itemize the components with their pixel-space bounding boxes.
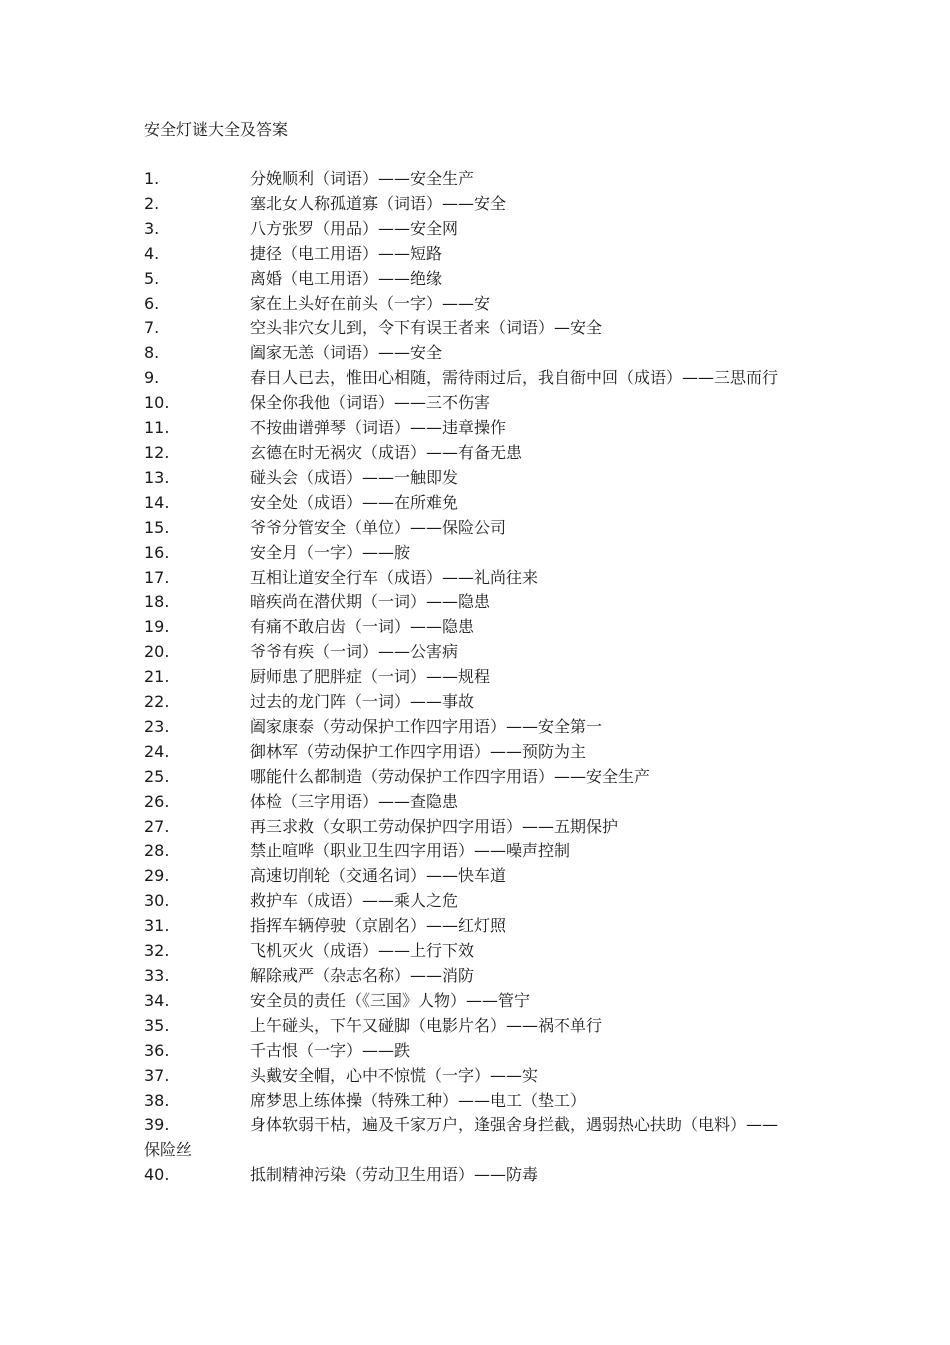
riddle-number: 14. (144, 492, 170, 512)
riddle-text: 八方张罗（用品）——安全网 (250, 218, 459, 238)
riddle-text: 救护车（成语）——乘人之危 (250, 891, 459, 911)
riddle-text: 捷径（电工用语）——短路 (250, 243, 443, 263)
list-item (144, 989, 784, 1014)
riddle-text: 抵制精神污染（劳动卫生用语）——防毒 (250, 1165, 539, 1185)
riddle-text: 塞北女人称孤道寡（词语）——安全 (250, 193, 507, 213)
riddle-text: 家在上头好在前头（一字）——安 (250, 293, 491, 313)
riddle-number: 32. (144, 941, 170, 961)
list-item (144, 541, 784, 566)
riddle-text: 千古恨（一字）——跌 (250, 1040, 411, 1060)
list-item (144, 1064, 784, 1089)
list-item (144, 889, 784, 914)
riddle-number: 35. (144, 1015, 170, 1035)
list-item (144, 964, 784, 989)
riddle-number: 17. (144, 567, 170, 587)
riddle-text: 头戴安全帽，心中不惊慌（一字）——实 (250, 1065, 539, 1085)
list-item (144, 864, 784, 889)
riddle-text: 上午碰头，下午又碰脚（电影片名）——祸不单行 (250, 1015, 603, 1035)
list-item (144, 1163, 784, 1188)
list-item (144, 416, 784, 441)
riddle-text: 不按曲谱弹琴（词语）——违章操作 (250, 418, 507, 438)
riddle-text: 再三求救（女职工劳动保护四字用语）——五期保护 (250, 816, 619, 836)
list-item (144, 316, 784, 341)
riddle-number: 25. (144, 766, 170, 786)
riddle-text: 离婚（电工用语）——绝缘 (250, 268, 443, 288)
riddle-number: 7. (144, 318, 160, 338)
riddle-text: 阖家无恙（词语）——安全 (250, 343, 443, 363)
list-item (144, 167, 784, 192)
riddle-number: 18. (144, 592, 170, 612)
list-item (144, 740, 784, 765)
riddle-text: 空头非穴女儿到，令下有误王者来（词语）—安全 (250, 318, 603, 338)
riddle-number: 16. (144, 542, 170, 562)
list-item (144, 292, 784, 317)
list-item (144, 914, 784, 939)
list-item (144, 715, 784, 740)
list-item (144, 590, 784, 615)
riddle-number: 3. (144, 218, 160, 238)
riddle-number: 24. (144, 741, 170, 761)
riddle-text: 高速切削轮（交通名词）——快车道 (250, 866, 507, 886)
riddle-list (144, 167, 784, 1188)
riddle-text: 指挥车辆停驶（京剧名）——红灯照 (250, 916, 507, 936)
riddle-text: 暗疾尚在潜伏期（一词）——隐患 (250, 592, 491, 612)
list-item (144, 441, 784, 466)
list-item (144, 765, 784, 790)
riddle-text: 席梦思上练体操（特殊工种）——电工（垫工） (250, 1090, 587, 1110)
riddle-number: 28. (144, 841, 170, 861)
riddle-text: 爷爷有疾（一词）——公害病 (250, 642, 459, 662)
riddle-text: 阖家康泰（劳动保护工作四字用语）——安全第一 (250, 716, 603, 736)
riddle-number: 37. (144, 1065, 170, 1085)
riddle-number: 30. (144, 891, 170, 911)
riddle-text: 解除戒严（杂志名称）——消防 (250, 966, 475, 985)
riddle-text: 爷爷分管安全（单位）——保险公司 (250, 517, 507, 537)
riddle-number: 33. (144, 966, 170, 985)
riddle-number: 20. (144, 642, 170, 662)
list-item (144, 665, 784, 690)
riddle-number: 36. (144, 1040, 170, 1060)
riddle-number: 39. (144, 1115, 170, 1135)
riddle-number: 5. (144, 268, 160, 288)
list-item (144, 267, 784, 292)
list-item (144, 1089, 784, 1114)
riddle-text: 过去的龙门阵（一词）——事故 (250, 692, 475, 712)
list-item (144, 391, 784, 416)
riddle-number: 13. (144, 467, 170, 487)
list-item (144, 341, 784, 366)
list-item (144, 217, 784, 242)
list-item (144, 1113, 784, 1163)
list-item (144, 815, 784, 840)
riddle-number: 6. (144, 293, 160, 313)
riddle-text: 安全月（一字）——胺 (250, 542, 411, 562)
riddle-text: 禁止喧哗（职业卫生四字用语）——噪声控制 (250, 841, 571, 861)
list-item (144, 939, 784, 964)
list-item (144, 1014, 784, 1039)
riddle-number: 26. (144, 791, 170, 811)
list-item (144, 1039, 784, 1064)
riddle-number: 38. (144, 1090, 170, 1110)
riddle-number: 29. (144, 866, 170, 886)
riddle-text: 有痛不敢启齿（一词）——隐患 (250, 617, 475, 637)
riddle-number: 27. (144, 816, 170, 836)
riddle-text: 保全你我他（词语）——三不伤害 (250, 393, 491, 413)
riddle-text: 身体软弱干枯，遍及千家万户，逢强舍身拦截，遇弱热心扶助（电料）——保险丝 (144, 1115, 779, 1160)
riddle-number: 19. (144, 617, 170, 637)
list-item (144, 690, 784, 715)
list-item (144, 790, 784, 815)
list-item (144, 615, 784, 640)
riddle-number: 34. (144, 990, 170, 1010)
riddle-text: 分娩顺利（词语）——安全生产 (250, 169, 475, 188)
riddle-text: 安全处（成语）——在所难免 (250, 492, 459, 512)
list-item (144, 366, 784, 391)
riddle-number: 1. (144, 169, 160, 188)
riddle-number: 10. (144, 393, 170, 413)
riddle-text: 春日人已去，惟田心相随，需待雨过后，我自衙中回（成语）——三思而行 (250, 368, 779, 388)
riddle-number: 15. (144, 517, 170, 537)
list-item (144, 192, 784, 217)
riddle-number: 23. (144, 716, 170, 736)
list-item (144, 516, 784, 541)
list-item (144, 466, 784, 491)
list-item (144, 566, 784, 591)
riddle-number: 21. (144, 667, 170, 687)
riddle-text: 哪能什么都制造（劳动保护工作四字用语）——安全生产 (250, 766, 651, 786)
riddle-number: 22. (144, 692, 170, 712)
riddle-number: 8. (144, 343, 160, 363)
riddle-text: 碰头会（成语）——一触即发 (250, 467, 459, 487)
riddle-number: 40. (144, 1165, 170, 1185)
list-item (144, 491, 784, 516)
riddle-number: 12. (144, 442, 170, 462)
riddle-text: 飞机灭火（成语）——上行下效 (250, 941, 475, 961)
riddle-number: 11. (144, 418, 170, 438)
riddle-text: 玄德在时无祸灾（成语）——有备无患 (250, 442, 523, 462)
riddle-number: 2. (144, 193, 160, 213)
riddle-text: 御林军（劳动保护工作四字用语）——预防为主 (250, 741, 587, 761)
list-item (144, 839, 784, 864)
document-title: 安全灯谜大全及答案 (144, 120, 289, 139)
riddle-number: 4. (144, 243, 160, 263)
riddle-number: 9. (144, 368, 160, 388)
list-item (144, 640, 784, 665)
riddle-text: 体检（三字用语）——查隐患 (250, 791, 459, 811)
riddle-number: 31. (144, 916, 170, 936)
riddle-text: 互相让道安全行车（成语）——礼尚往来 (250, 567, 539, 587)
riddle-text: 安全员的责任（《三国》人物）——管宁 (250, 990, 531, 1010)
riddle-text: 厨师患了肥胖症（一词）——规程 (250, 667, 491, 687)
list-item (144, 242, 784, 267)
